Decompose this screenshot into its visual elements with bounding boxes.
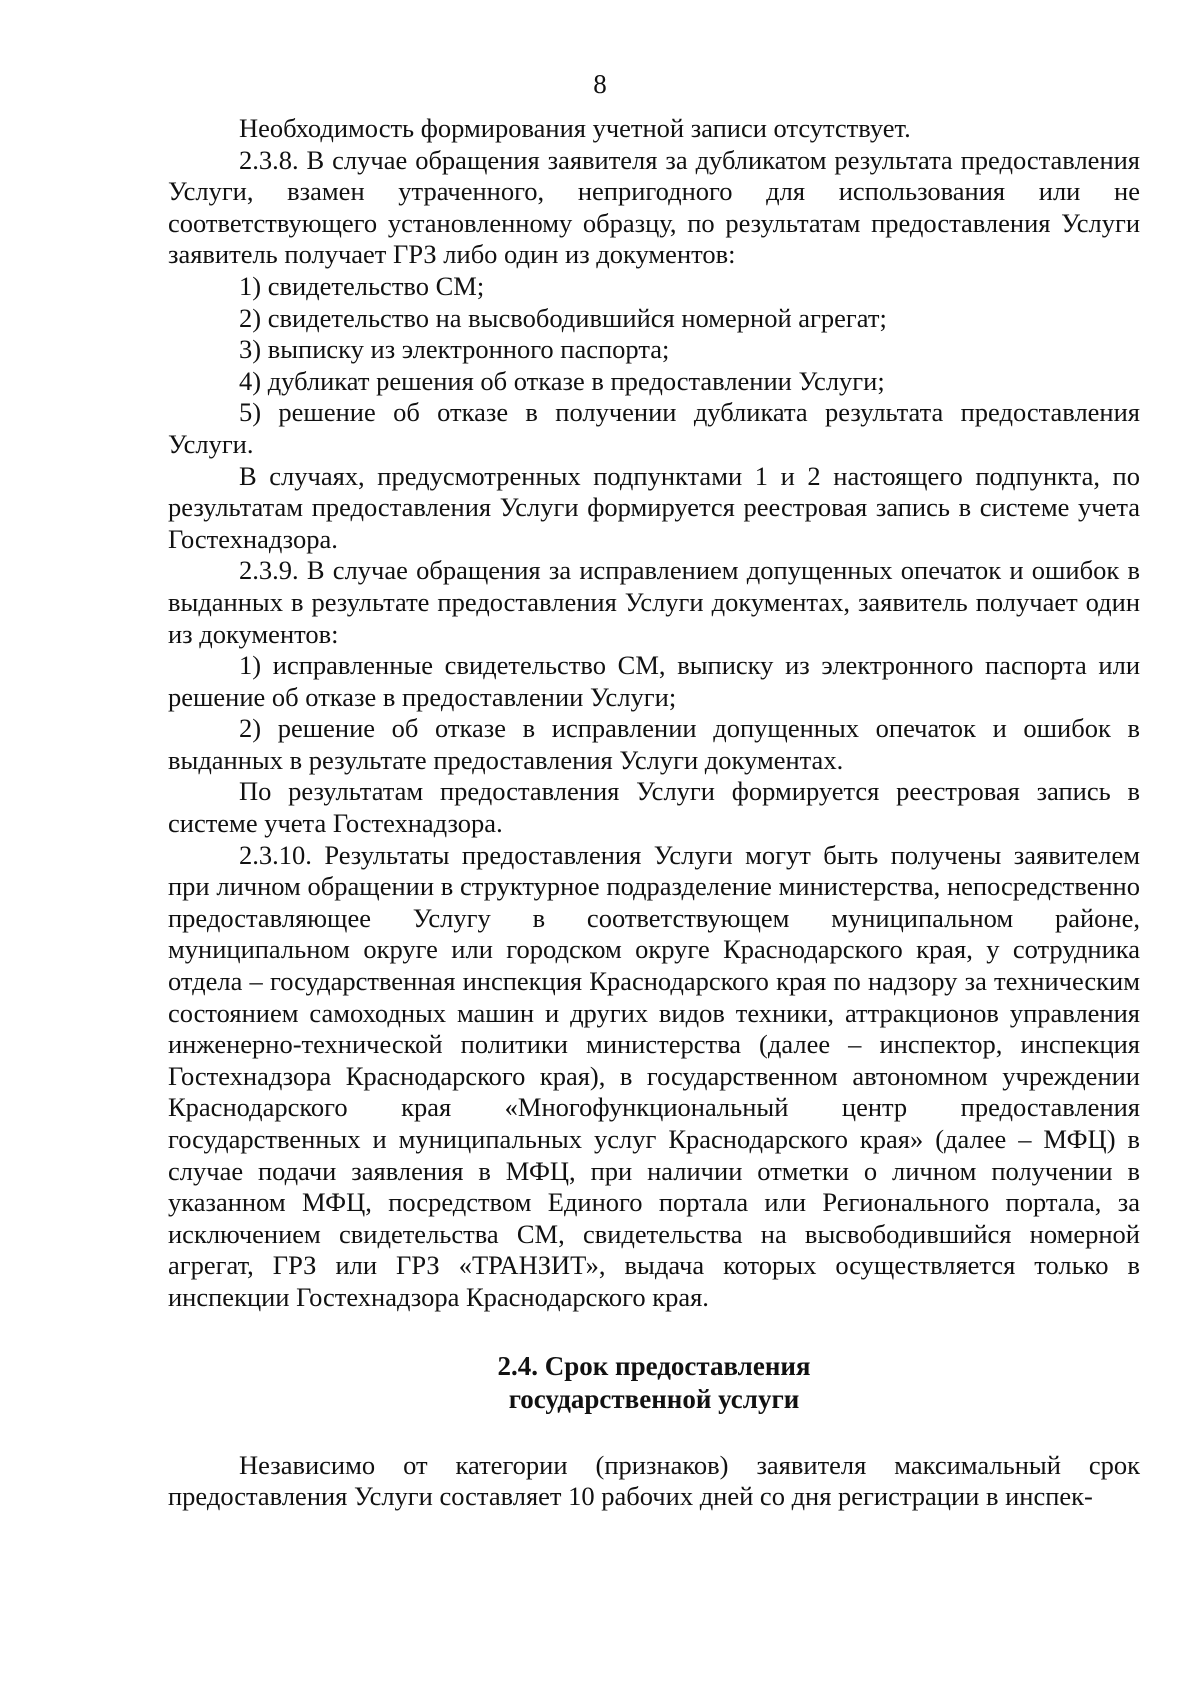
list-item-refusal-decision: 5) решение об отказе в получении дубликата результата предоставления Услуги. [168, 397, 1140, 459]
list-item-refusal-duplicate: 4) дубликат решения об отказе в предоставлении Услуги; [239, 365, 885, 396]
paragraph-service-term: Независимо от категории (признаков) заявителя максимальный срок предоставления Услуги составляет 10 рабочих дней со дня регистрации в инспек- [168, 1449, 1140, 1512]
section-heading-line-2: государственной услуги [508, 1383, 800, 1414]
section-heading-2-4 [168, 1350, 1140, 1416]
paragraph-registry-record-2: По результатам предоставления Услуги формируется реестровая запись в системе учета Гостехнадзора. [168, 776, 1140, 839]
list-item-unit-certificate: 2) свидетельство на высвободившийся номерной агрегат; [239, 302, 887, 333]
section-heading-line-1: 2.4. Срок предоставления [497, 1350, 811, 1381]
paragraph-2-3-10: 2.3.10. Результаты предоставления Услуги могут быть получены заявителем при личном обращении в структурное подразделение министерства, непосредственно предоставляющее Услугу в соответствующем муниципальном районе, муниципальном округе или городском округе Краснодарского края, у сотрудника отдела – государственная инспекция Краснодарского края по надзору за техническим состоянием самоходных машин и других видов техники, аттракционов управления инженерно-технической политики министерства (далее – инспектор, инспекция Гостехнадзора Краснодарского края), в государственном автономном учреждении Краснодарского края «Многофункциональный центр предоставления государственных и муниципальных услуг Краснодарского края» (далее – МФЦ) в случае подачи заявления в МФЦ, при наличии отметки о личном получении в указанном МФЦ, посредством Единого портала или Регионального портала, за исключением свидетельства СМ, свидетельства на высвободившийся номерной агрегат, ГРЗ или ГРЗ «ТРАНЗИТ», выдача которых осуществляется только в инспекции Гостехнадзора Краснодарского края. [168, 839, 1140, 1312]
document-body [168, 113, 1140, 1513]
page-number: 8 [593, 69, 607, 99]
paragraph-2-3-8: 2.3.8. В случае обращения заявителя за дубликатом результата предоставления Услуги, взамен утраченного, непригодного для использования или не соответствующего установленному образцу, по результатам предоставления Услуги заявитель получает ГРЗ либо один из документов: [168, 144, 1140, 270]
list-item-sm-certificate: 1) свидетельство СМ; [239, 270, 485, 301]
list-item-correction-refusal: 2) решение об отказе в исправлении допущенных опечаток и ошибок в выданных в результате предоставления Услуги документах. [168, 713, 1140, 775]
paragraph-registry-record: В случаях, предусмотренных подпунктами 1 и 2 настоящего подпункта, по результатам предоставления Услуги формируется реестровая запись в системе учета Гостехнадзора. [168, 460, 1140, 554]
list-item-passport-extract: 3) выписку из электронного паспорта; [239, 334, 670, 365]
list-item-corrected-documents: 1) исправленные свидетельство СМ, выписку из электронного паспорта или решение об отказе в предоставлении Услуги; [168, 650, 1140, 712]
paragraph-2-3-9: 2.3.9. В случае обращения за исправлением допущенных опечаток и ошибок в выданных в результате предоставления Услуги документах, заявитель получает один из документов: [168, 555, 1140, 649]
paragraph-account-note: Необходимость формирования учетной записи отсутствует. [239, 113, 911, 143]
